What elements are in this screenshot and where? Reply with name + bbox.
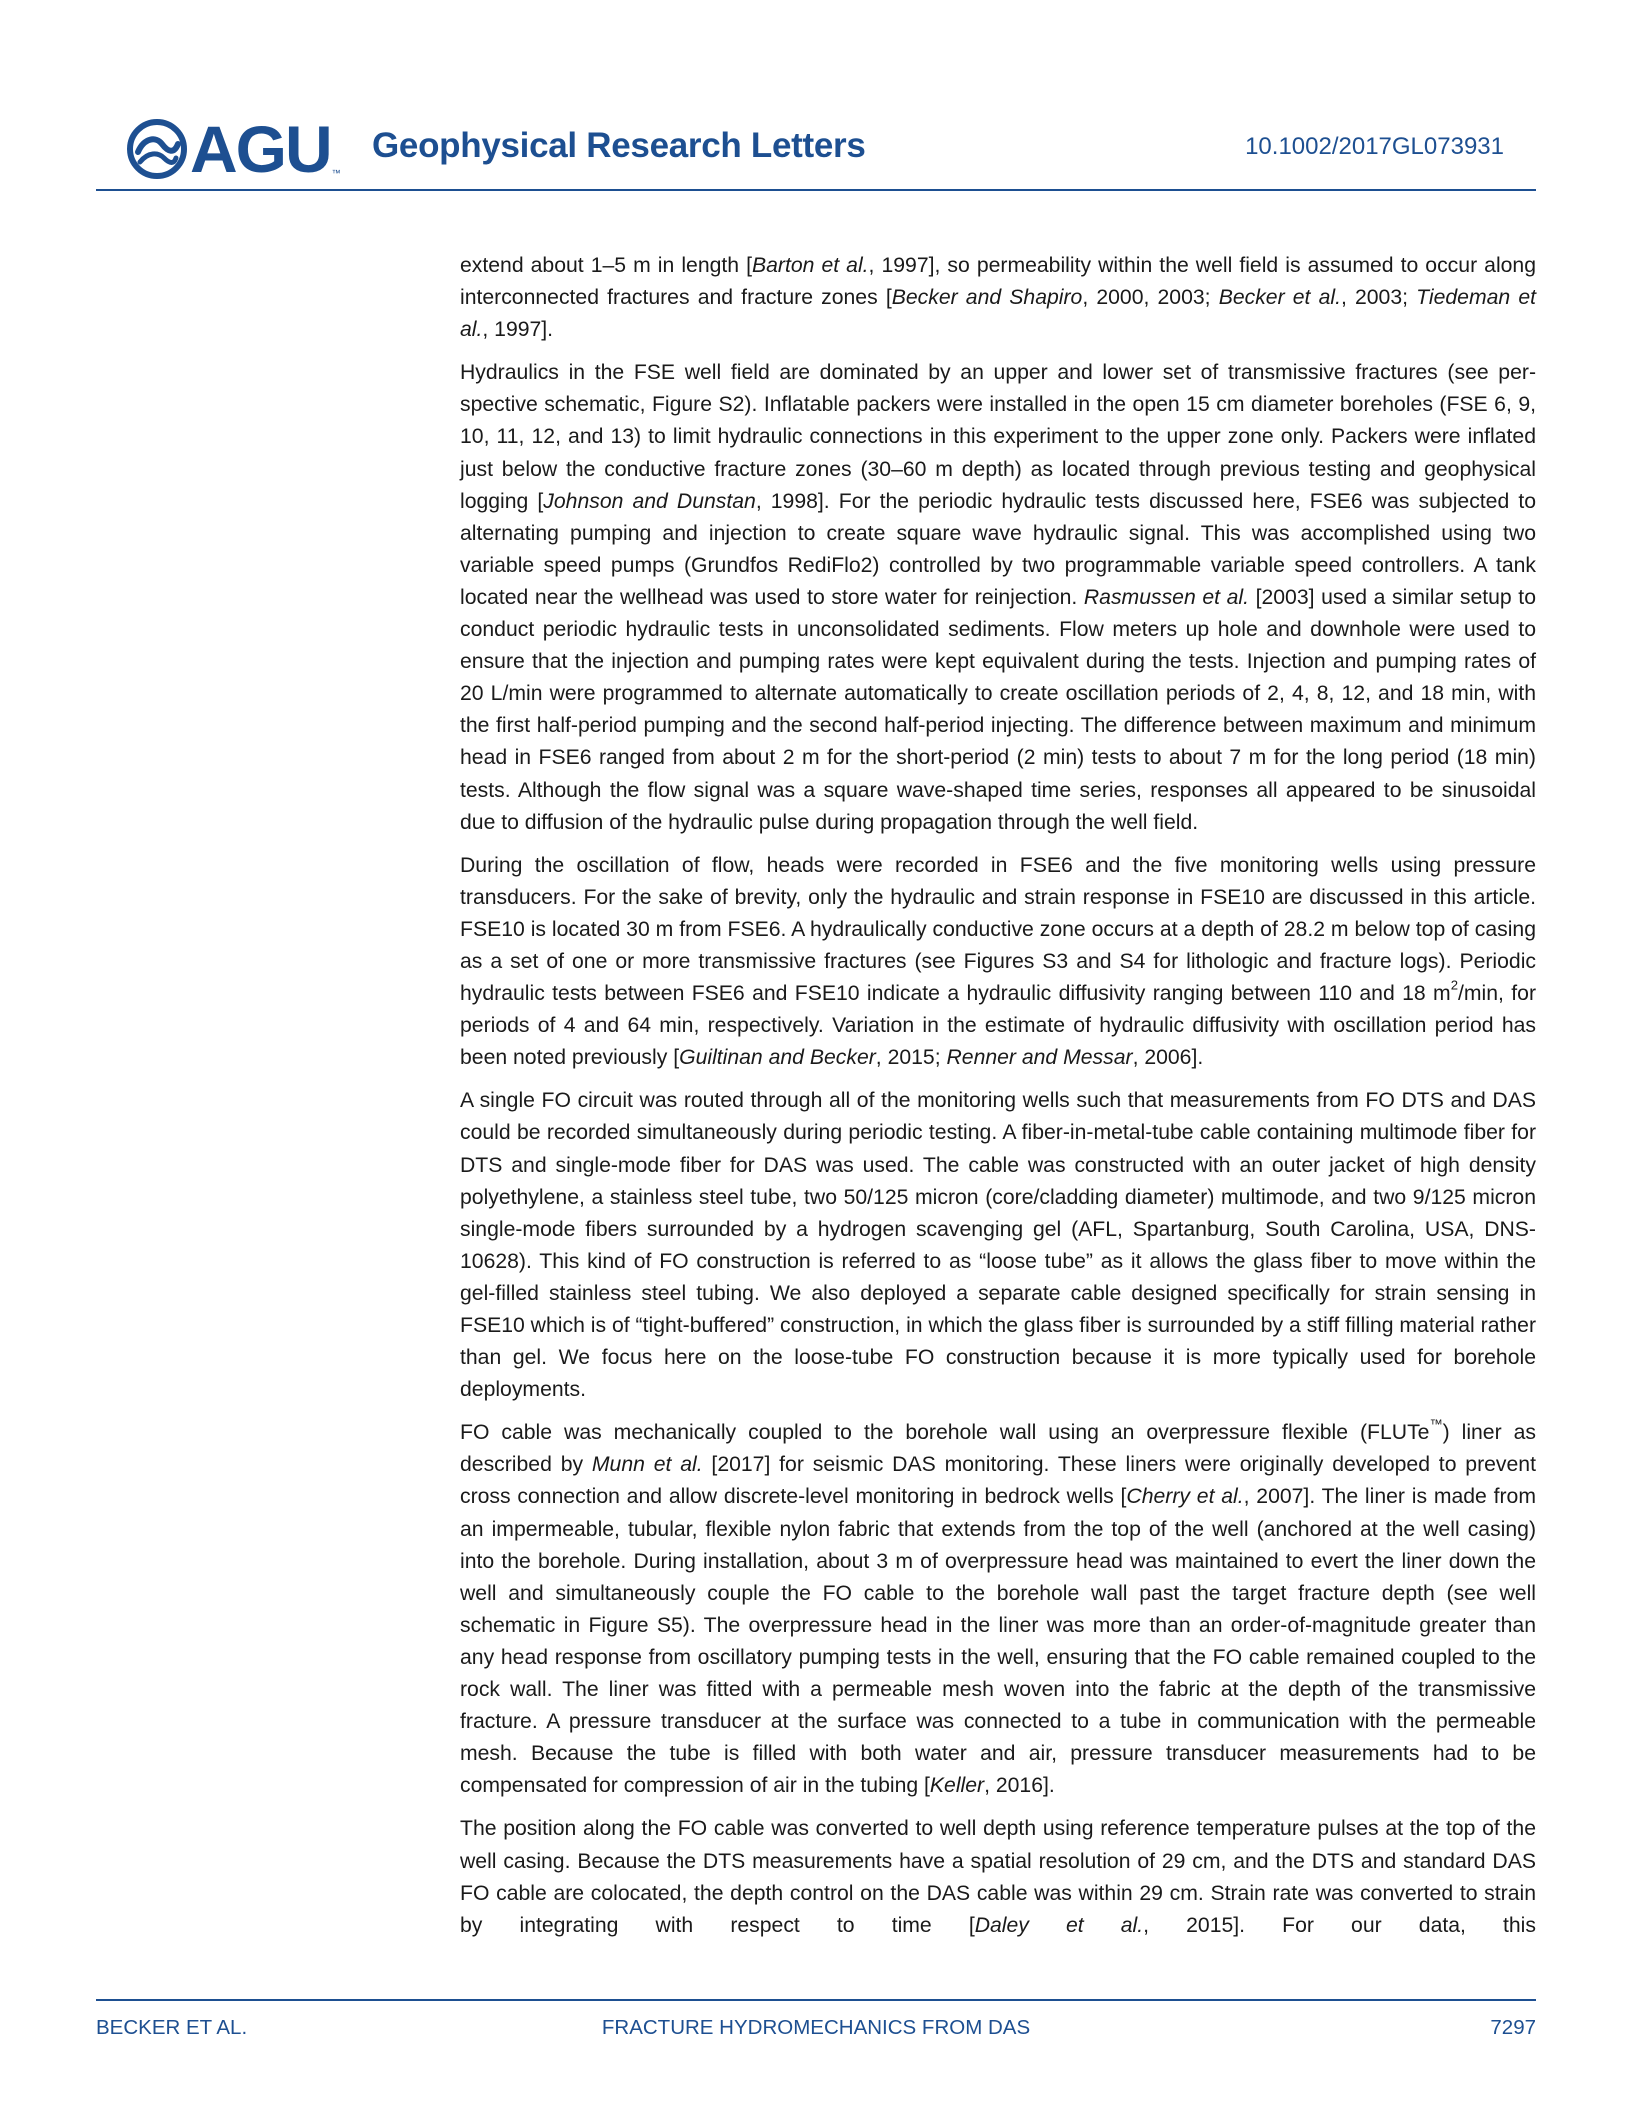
text-run: The position along the FO cable was converted to well depth using reference temperature pulses at the top of the well casing. Because the DTS measurements have a spatial resolution of 29 cm, and the DTS and standard DAS FO cable are colocated, the depth control on the DAS cable was within 29 cm. Strain rate was converted to strain by integrating with respect to time [ bbox=[460, 1817, 1536, 1937]
agu-logo-trademark: ™ bbox=[331, 168, 341, 178]
text-run: , 1997]. bbox=[482, 318, 554, 342]
paragraph bbox=[460, 1417, 1536, 1802]
text-run: , 2016]. bbox=[984, 1774, 1055, 1798]
text-run: ) liner as described by bbox=[460, 1421, 1536, 1477]
paragraph bbox=[460, 1813, 1536, 1941]
superscript: ™ bbox=[1429, 1416, 1443, 1432]
page-number: 7297 bbox=[1490, 2016, 1536, 2039]
citation-text: Munn et al. bbox=[591, 1453, 703, 1477]
doi: 10.1002/2017GL073931 bbox=[1245, 133, 1504, 160]
text-run: Hydraulics in the FSE well field are dominated by an upper and lower set of transmissive fractures (see perspective schematic, Figure S2). Inflatable packers were installed in the open 15 cm diameter boreholes (FSE 6, 9, 10, 11, 12, and 13) to limit hydraulic connections in this experiment to the upper zone only. Packers were inflated just below the conductive fracture zones (30–60 m depth) as located through previous testing and geophysical logging [ bbox=[460, 361, 1536, 513]
text-run: A single FO circuit was routed through all of the monitoring wells such that measurements from FO DTS and DAS could be recorded simultaneously during periodic testing. A fiber-in-metal-tube cable containing multimode fiber for DTS and single-mode fiber for DAS was used. The cable was constructed with an outer jacket of high density polyethylene, a stainless steel tube, two 50/125 micron (core/cladding diameter) multimode, and two 9/125 micron single-mode fibers surrounded by a hydrogen scavenging gel (AFL, Spartanburg, South Carolina, USA, DNS-10628). This kind of FO construction is referred to as “loose tube” as it allows the glass fiber to move within the gel-filled stainless steel tubing. We also deployed a separate cable designed specifically for strain sensing in FSE10 which is of “tight-buffered” construction, in which the glass fiber is surrounded by a stiff filling material rather than gel. We focus here on the loose-tube FO construction because it is more typically used for borehole deployments. bbox=[460, 1089, 1536, 1402]
agu-swirl-icon bbox=[126, 118, 188, 180]
text-run: FO cable was mechanically coupled to the borehole wall using an overpressure flexible (FLUTe bbox=[460, 1421, 1430, 1445]
text-run: extend about 1–5 m in length [ bbox=[460, 254, 752, 277]
citation-text: Guiltinan and Becker bbox=[679, 1046, 876, 1070]
agu-logo-text: AGU bbox=[190, 112, 331, 186]
text-run: [2003] used a similar setup to conduct periodic hydraulic tests in unconsolidated sediments. Flow meters up hole and downhole were used to ensure that the injection and pumping rates were kept equivalent during the tests. Injection and pumping rates of 20 L/min were programmed to alternate automatically to create oscillation periods of 2, 4, 8, 12, and 18 min, with the first half-period pumping and the second half-period injecting. The difference between maximum and minimum head in FSE6 ranged from about 2 m for the short-period (2 min) tests to about 7 m for the long period (18 min) tests. Although the flow signal was a square wave-shaped time series, responses all appeared to be sinusoidal due to diffusion of the hydraulic pulse during propagation through the well field. bbox=[460, 585, 1536, 834]
citation-text: Renner and Messar bbox=[946, 1046, 1133, 1070]
text-run: , 2015; bbox=[875, 1046, 947, 1070]
citation-text: Tiedeman et al. bbox=[460, 286, 1536, 342]
citation-text: Daley et al. bbox=[974, 1913, 1144, 1937]
citation-text: Barton et al. bbox=[751, 254, 869, 277]
paragraph bbox=[460, 357, 1536, 838]
citation-text: Johnson and Dunstan bbox=[543, 489, 756, 513]
citation-text: Becker and Shapiro bbox=[891, 286, 1083, 310]
citation-text: Cherry et al. bbox=[1126, 1485, 1244, 1509]
text-run: , 1997], so permeability within the well field is assumed to occur along interconnected fractures and fracture zones [ bbox=[460, 254, 1537, 310]
superscript: 2 bbox=[1450, 977, 1458, 993]
citation-text: Keller bbox=[929, 1774, 985, 1798]
text-run: During the oscillation of flow, heads were recorded in FSE6 and the five monitoring wells using pressure transducers. For the sake of brevity, only the hydraulic and strain response in FSE10 are discussed in this article. FSE10 is located 30 m from FSE6. A hydraulically conductive zone occurs at a depth of 28.2 m below top of casing as a set of one or more transmissive fractures (see Figures S3 and S4 for lithologic and fracture logs). Periodic hydraulic tests between FSE6 and FSE10 indicate a hydraulic diffusivity ranging between 110 and 18 m bbox=[460, 853, 1536, 1006]
citation-text: Becker et al. bbox=[1218, 286, 1341, 310]
text-run: , 2003; bbox=[1340, 286, 1417, 310]
journal-title: Geophysical Research Letters bbox=[372, 126, 866, 165]
citation-text: Rasmussen et al. bbox=[1083, 585, 1249, 609]
article-body bbox=[460, 250, 1536, 1953]
paragraph bbox=[460, 1085, 1536, 1406]
agu-logo bbox=[126, 114, 341, 184]
text-run: , 2007]. The liner is made from an impermeable, tubular, flexible nylon fabric that extends from the top of the well (anchored at the well casing) into the borehole. During installation, about 3 m of overpressure head was maintained to evert the liner down the well and simultaneously couple the FO cable to the borehole wall past the target fracture depth (see well schematic in Figure S5). The overpressure head in the liner was more than an order-of-magnitude greater than any head response from oscillatory pumping tests in the well, ensuring that the FO cable remained coupled to the rock wall. The liner was fitted with a permeable mesh woven into the fabric at the depth of the transmissive fracture. A pressure transducer at the surface was connected to a tube in communication with the permeable mesh. Because the tube is filled with both water and air, pressure transducer measurements had to be compensated for compression of air in the tubing [ bbox=[460, 1485, 1536, 1798]
paragraph bbox=[460, 250, 1536, 346]
paragraph bbox=[460, 850, 1536, 1075]
page-header bbox=[96, 108, 1536, 192]
footer-rule bbox=[96, 1999, 1536, 2001]
text-run: , 2006]. bbox=[1132, 1046, 1204, 1070]
text-run: [2017] for seismic DAS monitoring. These liners were originally developed to prevent cross connection and allow discrete-level monitoring in bedrock wells [ bbox=[460, 1453, 1536, 1509]
text-run: , 1998]. For the periodic hydraulic tests discussed here, FSE6 was subjected to alternating pumping and injection to create square wave hydraulic signal. This was accomplished using two variable speed pumps (Grundfos RediFlo2) controlled by two programmable variable speed controllers. A tank located near the wellhead was used to store water for reinjection. bbox=[460, 489, 1536, 609]
text-run: , 2015]. For our data, this bbox=[1143, 1913, 1536, 1937]
text-run: , 2000, 2003; bbox=[1082, 286, 1219, 310]
header-rule bbox=[96, 189, 1536, 191]
page-footer bbox=[96, 2016, 1536, 2046]
text-run: /min, for periods of 4 and 64 min, respectively. Variation in the estimate of hydraulic diffusivity with oscillation period has been noted previously [ bbox=[460, 982, 1537, 1070]
footer-authors: BECKER ET AL. bbox=[96, 2016, 248, 2039]
footer-running-title: FRACTURE HYDROMECHANICS FROM DAS bbox=[601, 2016, 1031, 2039]
